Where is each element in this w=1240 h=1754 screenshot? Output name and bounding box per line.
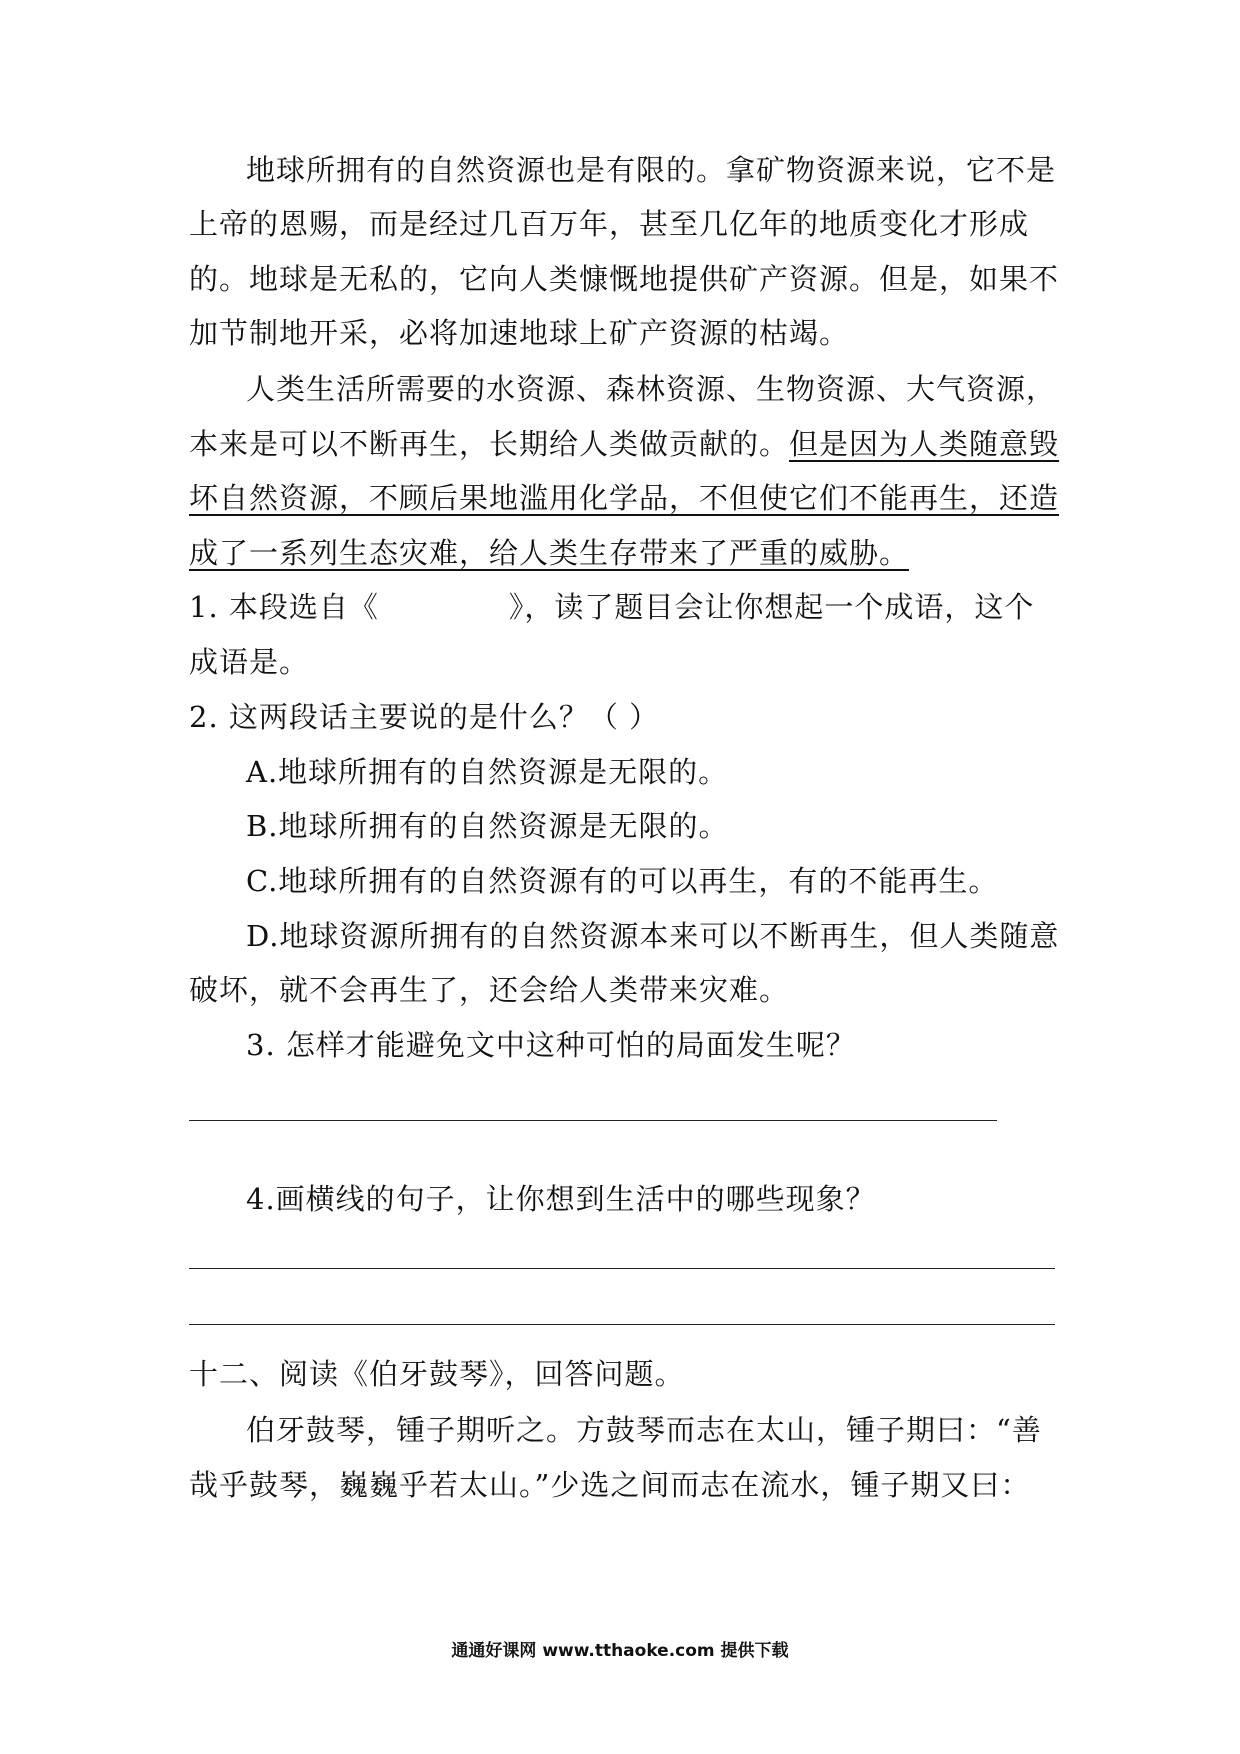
question-3: 3. 怎样才能避免文中这种可怕的局面发生呢？ xyxy=(246,1028,856,1062)
question-2-option-c: C.地球所拥有的自然资源有的可以再生，有的不能再生。 xyxy=(246,864,999,898)
section-12-text-line-2: 哉乎鼓琴，巍巍乎若太山。”少选之间而志在流水，锺子期又曰： xyxy=(189,1468,1031,1502)
question-2-option-d-cont: 破坏，就不会再生了，还会给人类带来灾难。 xyxy=(189,973,790,1007)
passage-p1-line-1: 地球所拥有的自然资源也是有限的。拿矿物资源来说，它不是 xyxy=(246,153,1057,187)
passage-p2-line-2-plain: 本来是可以不断再生，长期给人类做贡献的。 xyxy=(189,427,790,461)
question-2: 2. 这两段话主要说的是什么？（ ） xyxy=(189,700,660,734)
passage-p1-line-3: 的。地球是无私的，它向人类慷慨地提供矿产资源。但是，如果不 xyxy=(189,262,1060,296)
question-2-option-d: D.地球资源所拥有的自然资源本来可以不断再生，但人类随意 xyxy=(246,919,1060,953)
question-3-answer-line[interactable] xyxy=(189,1120,997,1121)
question-1 xyxy=(189,587,1034,627)
question-4-answer-line-1[interactable] xyxy=(189,1268,1055,1269)
question-4: 4.画横线的句子，让你想到生活中的哪些现象？ xyxy=(246,1182,876,1216)
question-1-prefix: 1. 本段选自《 xyxy=(189,590,379,624)
question-1-line-2: 成语是。 xyxy=(189,645,310,679)
question-2-option-b: B.地球所拥有的自然资源是无限的。 xyxy=(246,809,729,843)
page-footer: 通通好课网 www.tthaoke.com 提供下载 xyxy=(451,1641,789,1661)
passage-p1-line-4: 加节制地开采，必将加速地球上矿产资源的枯竭。 xyxy=(189,316,850,350)
section-12-heading: 十二、阅读《伯牙鼓琴》，回答问题。 xyxy=(189,1357,685,1391)
passage-p1-line-2: 上帝的恩赐，而是经过几百万年，甚至几亿年的地质变化才形成 xyxy=(189,207,1030,241)
question-2-option-a: A.地球所拥有的自然资源是无限的。 xyxy=(246,755,729,789)
underlined-sentence-start: 但是因为人类随意毁 xyxy=(789,427,1060,461)
passage-p2-line-2 xyxy=(189,424,1059,464)
underlined-sentence-end: 成了一系列生态灾难，给人类生存带来了严重的威胁。 xyxy=(189,536,910,570)
question-4-answer-line-2[interactable] xyxy=(189,1324,1055,1325)
underlined-sentence-middle: 坏自然资源，不顾后果地滥用化学品，不但使它们不能再生，还造 xyxy=(189,481,1060,515)
question-1-suffix: 》，读了题目会让你想起一个成语，这个 xyxy=(508,590,1035,624)
passage-p2-line-1: 人类生活所需要的水资源、森林资源、生物资源、大气资源， xyxy=(246,372,1057,406)
section-12-text-line-1: 伯牙鼓琴，锺子期听之。方鼓琴而志在太山，锺子期曰：“善 xyxy=(246,1413,1042,1447)
